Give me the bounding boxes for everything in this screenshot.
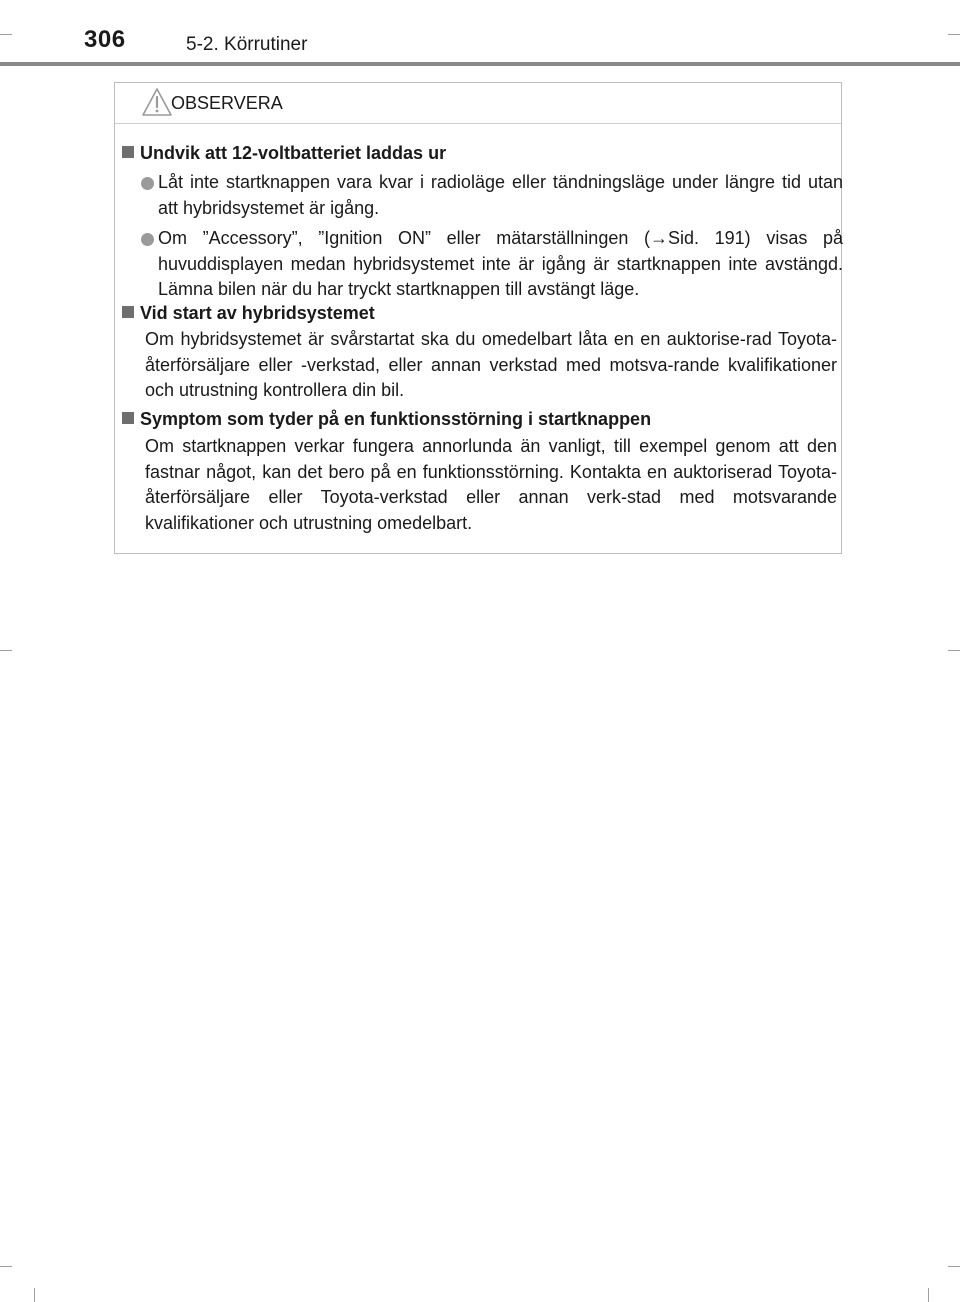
crop-mark xyxy=(948,1266,960,1267)
crop-mark xyxy=(928,1288,929,1302)
bullet-dot-icon xyxy=(141,233,154,246)
caution-header xyxy=(115,83,841,124)
bullet-item xyxy=(127,226,843,304)
page-header xyxy=(0,0,960,66)
page-number: 306 xyxy=(84,26,126,53)
section-heading xyxy=(122,300,375,326)
section-heading xyxy=(122,140,446,166)
square-bullet-icon xyxy=(122,146,134,158)
caution-label: OBSERVERA xyxy=(171,93,283,113)
section-title: 5-2. Körrutiner xyxy=(186,34,308,55)
header-rule xyxy=(0,62,960,66)
bullet-text: Låt inte startknappen vara kvar i radioläge eller tändningsläge under längre tid utan att hybridsystemet är igång. xyxy=(158,172,843,218)
square-bullet-icon xyxy=(122,306,134,318)
caution-box xyxy=(114,82,842,554)
crop-mark xyxy=(0,650,12,651)
crop-mark xyxy=(34,1288,35,1302)
section-text: Om startknappen verkar fungera annorlunda än vanligt, till exempel genom att den fastnar något, kan det bero på en funktionsstörning. Kontakta en auktoriserad Toyota-återförsäljare eller Toyota-verkstad eller annan verk-stad med motsvarande kvalifikationer och utrustning omedelbart. xyxy=(145,436,837,533)
crop-mark xyxy=(948,650,960,651)
square-bullet-icon xyxy=(122,412,134,424)
section-heading-text: Symptom som tyder på en funktionsstörning i startknappen xyxy=(140,409,652,429)
section-heading xyxy=(122,406,651,432)
crop-mark xyxy=(0,1266,12,1267)
warning-triangle-icon xyxy=(141,87,173,117)
bullet-text: Om ”Accessory”, ”Ignition ON” eller mätarställningen (→Sid. 191) visas på huvuddisplayen medan hybridsystemet inte är igång är startknappen inte avstängd. Lämna bilen när du har tryckt startknappen till avstängt läge. xyxy=(158,228,843,299)
section-heading-text: Vid start av hybridsystemet xyxy=(140,303,375,323)
section-heading-text: Undvik att 12-voltbatteriet laddas ur xyxy=(140,143,447,163)
bullet-item xyxy=(127,170,843,222)
bullet-dot-icon xyxy=(141,177,154,190)
section-text: Om hybridsystemet är svårstartat ska du omedelbart låta en en auktorise-rad Toyota-återförsäljare eller -verkstad, eller annan verkstad med motsva-rande kvalifikationer och utrustning kontrollera din bil. xyxy=(145,329,837,400)
